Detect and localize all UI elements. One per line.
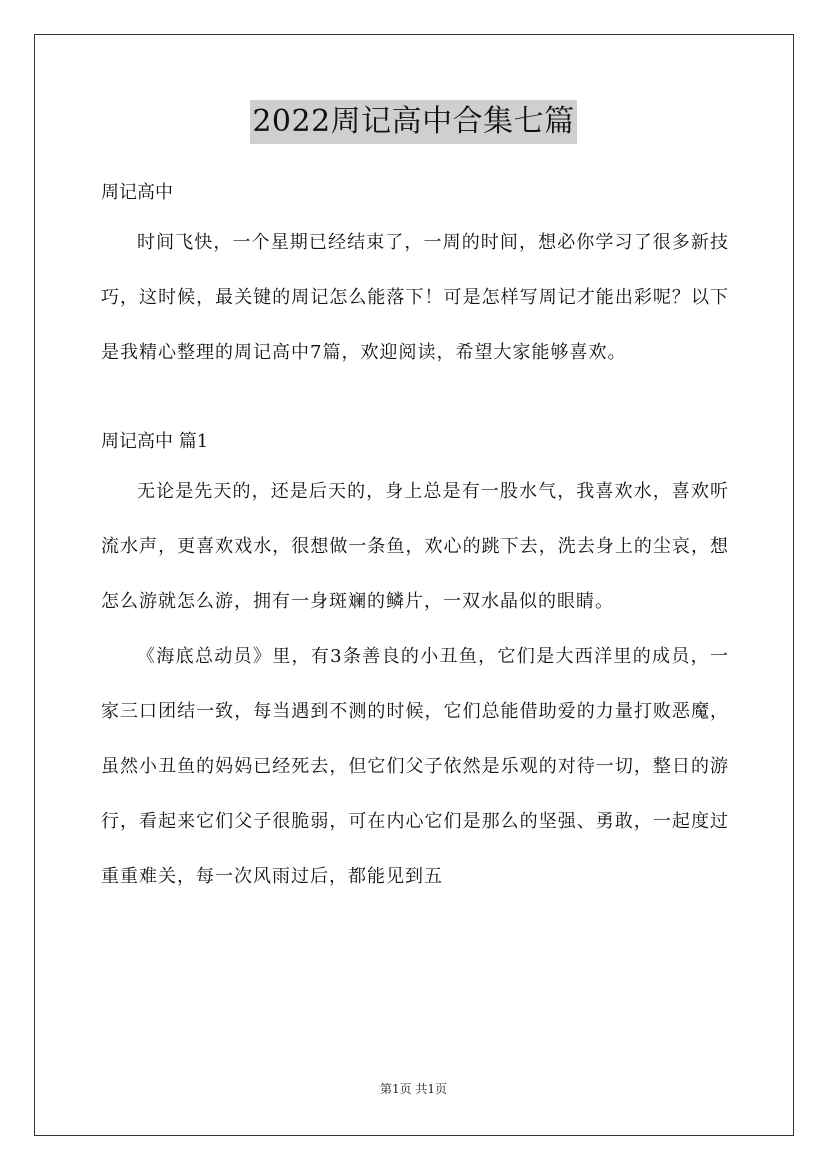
section-spacer — [101, 380, 729, 420]
document-title: 2022周记高中合集七篇 — [250, 100, 576, 144]
section-paragraph-1: 无论是先天的，还是后天的，身上总是有一股水气，我喜欢水，喜欢听流水声，更喜欢戏水，很想做一条鱼，欢心的跳下去，洗去身上的尘哀，想怎么游就怎么游，拥有一身斑斓的鳞片，一双水晶似的眼睛。 — [101, 481, 729, 612]
section-heading: 周记高中 篇1 — [101, 431, 209, 452]
intro-heading: 周记高中 — [101, 182, 173, 203]
intro-paragraph: 时间飞快，一个星期已经结束了，一周的时间，想必你学习了很多新技巧，这时候，最关键的周记怎么能落下！可是怎样写周记才能出彩呢？以下是我精心整理的周记高中7篇，欢迎阅读，希望大家能够喜欢。 — [101, 232, 729, 363]
title-container — [0, 100, 827, 144]
page-footer: 第1页 共1页 — [379, 1082, 448, 1096]
section-paragraph-2: 《海底总动员》里，有3条善良的小丑鱼，它们是大西洋里的成员，一家三口团结一致，每当遇到不测的时候，它们总能借助爱的力量打败恶魔，虽然小丑鱼的妈妈已经死去，但它们父子依然是乐观的对待一切，整日的游行，看起来它们父子很脆弱，可在内心它们是那么的坚强、勇敢，一起度过重重难关，每一次风雨过后，都能见到五 — [101, 646, 729, 887]
document-body — [101, 171, 729, 904]
